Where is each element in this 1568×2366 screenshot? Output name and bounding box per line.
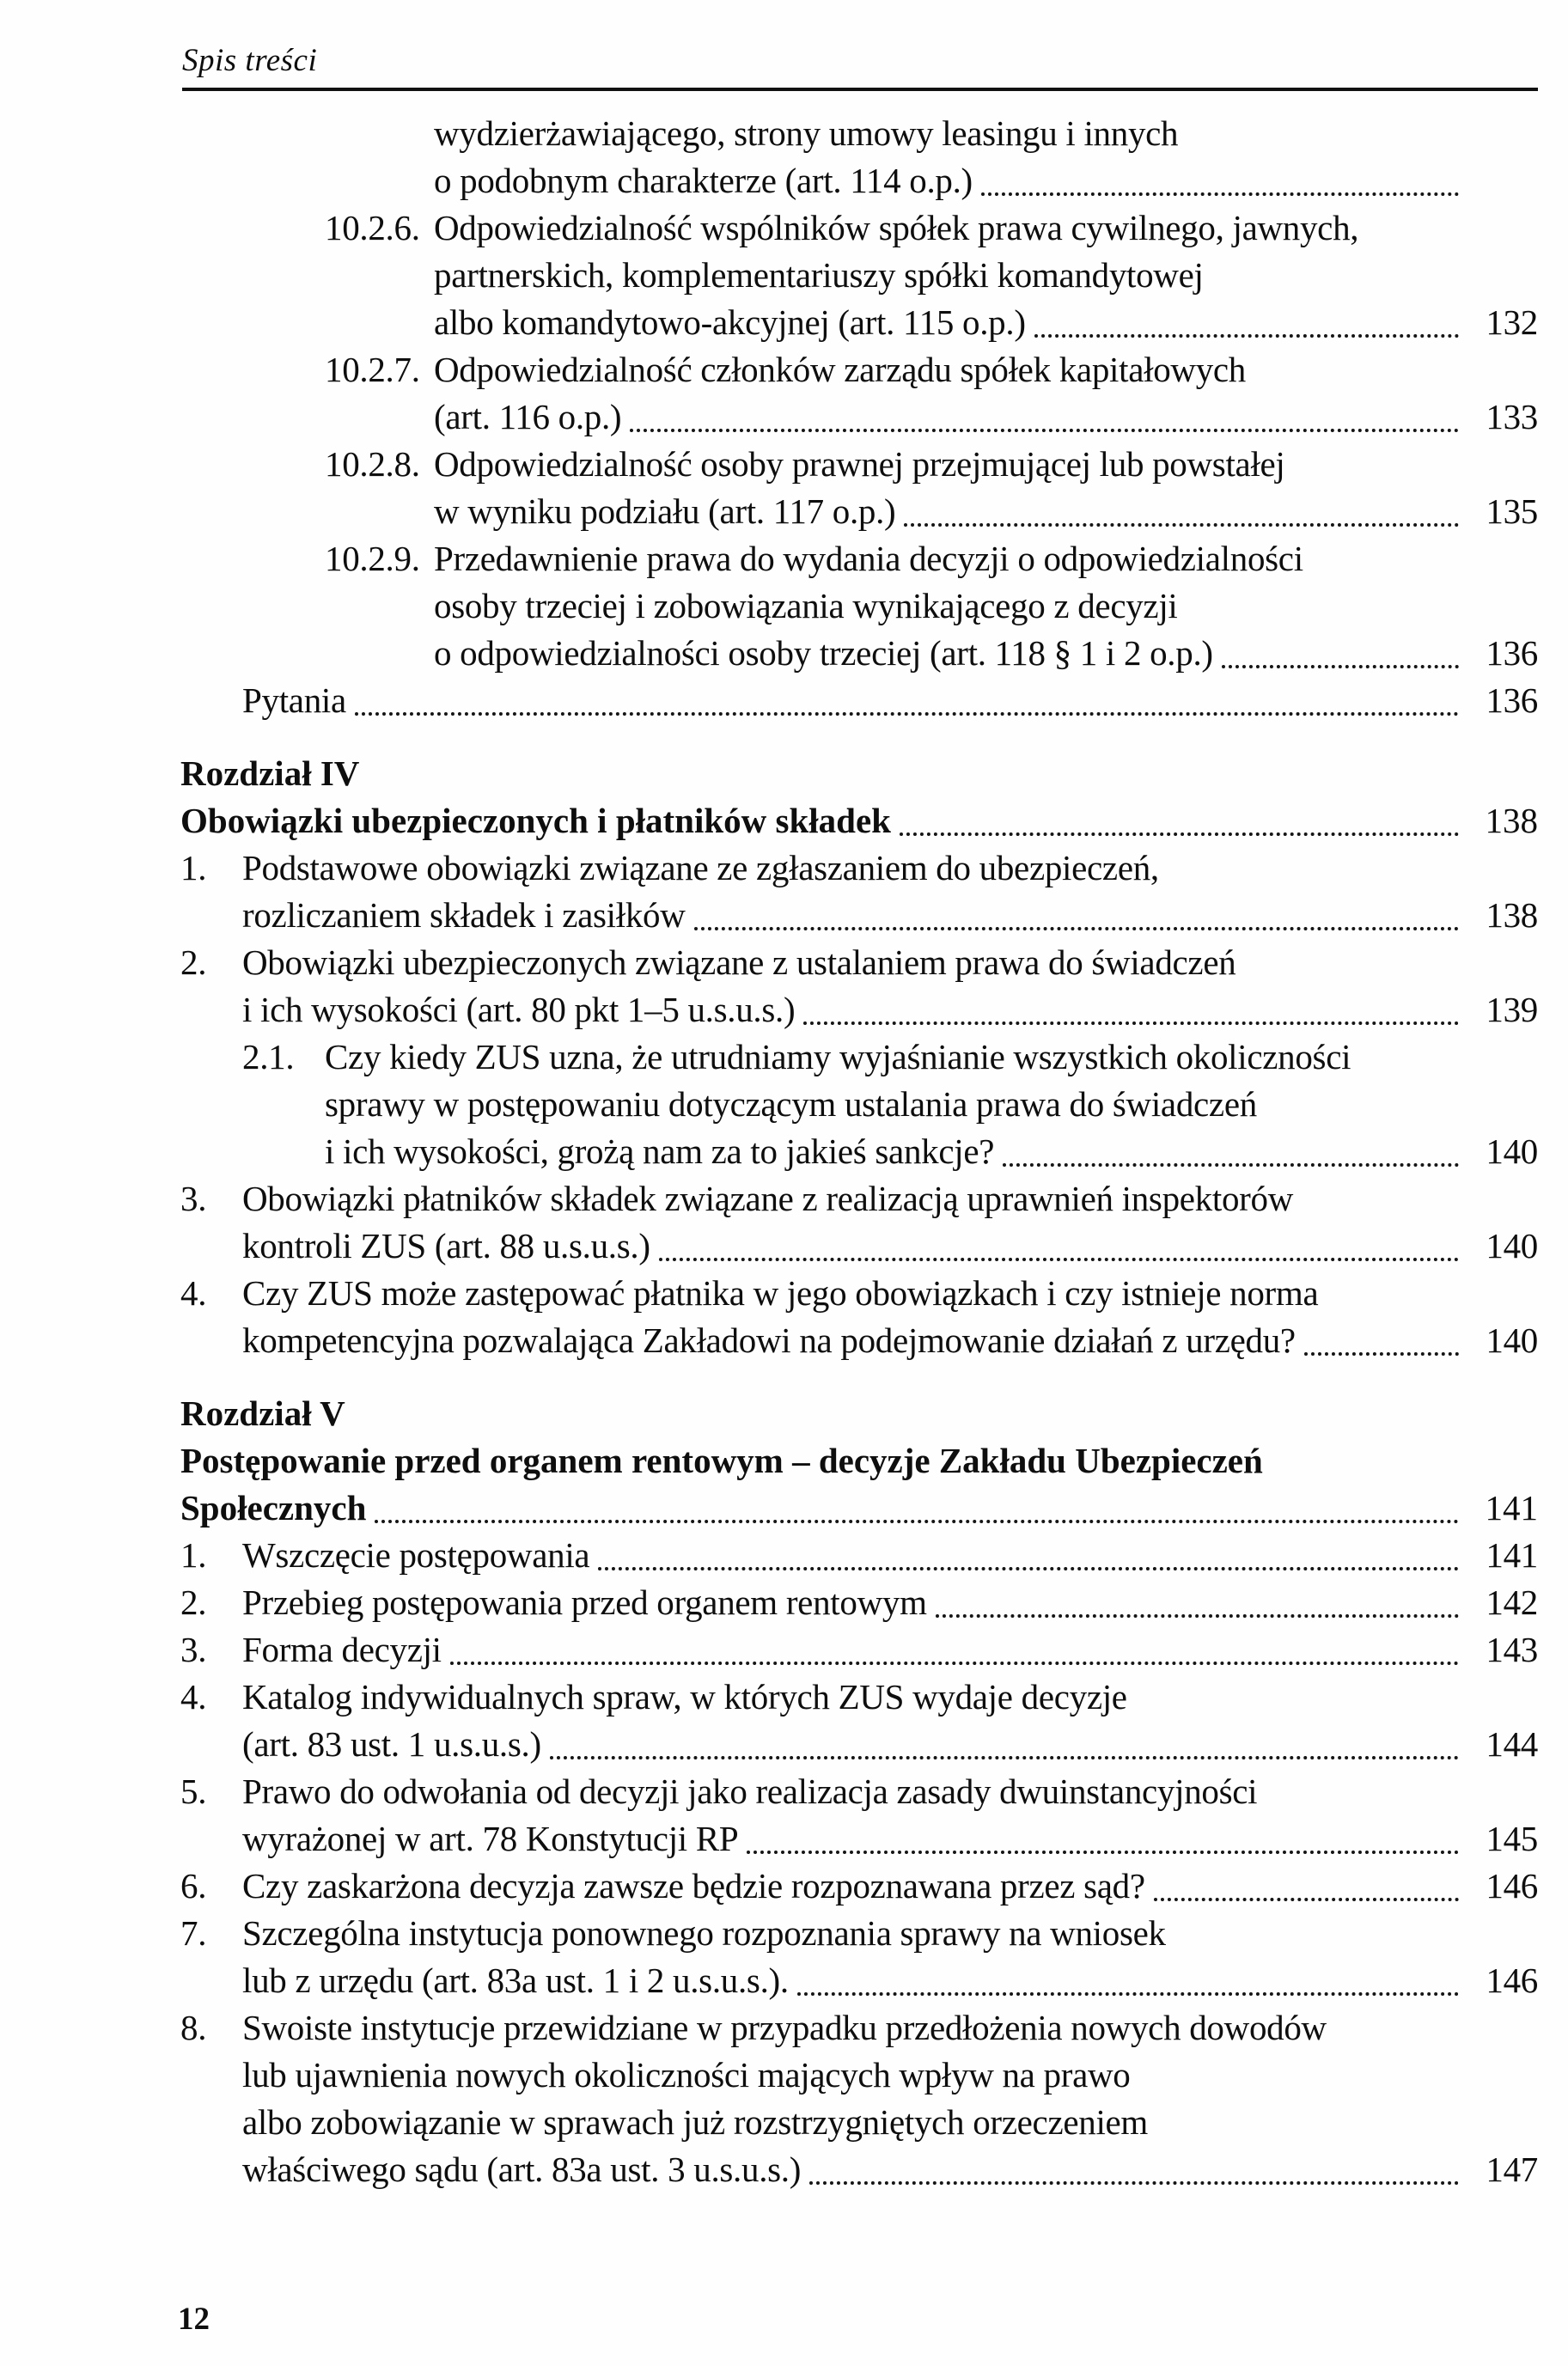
entry-line: Katalog indywidualnych spraw, w których ZUS wydaje decyzje bbox=[242, 1677, 1127, 1717]
dot-leader bbox=[598, 1567, 1459, 1570]
entry-lines bbox=[242, 1674, 1538, 1768]
entry-page-number: 141 bbox=[1486, 1535, 1538, 1575]
dot-leader bbox=[1222, 665, 1459, 668]
dot-leader bbox=[904, 523, 1459, 527]
entry-lines bbox=[242, 1270, 1538, 1364]
entry-lines bbox=[242, 939, 1538, 1034]
toc-entry bbox=[180, 797, 1538, 845]
dot-leader bbox=[550, 1756, 1459, 1759]
entry-line: Przedawnienie prawa do wydania decyzji o odpowiedzialności bbox=[434, 539, 1303, 578]
entry-lines bbox=[180, 1437, 1538, 1532]
entry-leader-line bbox=[242, 1579, 1538, 1626]
entry-lines bbox=[180, 797, 1538, 845]
entry-page-number: 136 bbox=[1486, 633, 1538, 673]
toc-entry bbox=[180, 346, 1538, 441]
entry-number: 10.2.9. bbox=[325, 539, 420, 578]
entry-leader-line bbox=[434, 157, 1538, 204]
toc-entry bbox=[180, 1390, 1538, 1437]
entry-leader-line bbox=[242, 892, 1538, 939]
entry-number: 4. bbox=[180, 1273, 207, 1313]
entry-line: Czy kiedy ZUS uzna, że utrudniamy wyjaśnianie wszystkich okoliczności bbox=[325, 1037, 1351, 1076]
entry-leader-line bbox=[434, 393, 1538, 441]
entry-number: 4. bbox=[180, 1677, 207, 1717]
entry-text: albo komandytowo-akcyjnej (art. 115 o.p.) bbox=[434, 302, 1026, 342]
entry-leader-line bbox=[242, 1863, 1538, 1910]
entry-page-number: 142 bbox=[1486, 1582, 1538, 1622]
dot-leader bbox=[1003, 1163, 1459, 1167]
entry-page-number: 140 bbox=[1486, 1320, 1538, 1360]
toc-entry bbox=[180, 1626, 1538, 1674]
entry-text: (art. 83 ust. 1 u.s.u.s.) bbox=[242, 1724, 541, 1764]
entry-page-number: 141 bbox=[1485, 1488, 1538, 1528]
entry-line: Obowiązki ubezpieczonych związane z ustalaniem prawa do świadczeń bbox=[242, 942, 1236, 982]
entry-text: Obowiązki ubezpieczonych i płatników składek bbox=[180, 801, 891, 840]
toc-entry bbox=[180, 204, 1538, 346]
dot-leader bbox=[659, 1258, 1459, 1261]
entry-leader-line bbox=[242, 1223, 1538, 1270]
dot-leader bbox=[747, 1851, 1459, 1854]
entry-number: 1. bbox=[180, 1535, 207, 1575]
entry-lines bbox=[242, 1863, 1538, 1910]
entry-text: kompetencyjna pozwalająca Zakładowi na podejmowanie działań z urzędu? bbox=[242, 1320, 1296, 1360]
entry-leader-line bbox=[242, 677, 1538, 724]
entry-number: 10.2.6. bbox=[325, 208, 420, 247]
entry-lines bbox=[242, 1175, 1538, 1270]
entry-text: Społecznych bbox=[180, 1488, 367, 1528]
entry-line: osoby trzeciej i zobowiązania wynikającego z decyzji bbox=[434, 586, 1178, 625]
header-rule bbox=[182, 88, 1538, 91]
entry-line: partnerskich, komplementariuszy spółki komandytowej bbox=[434, 255, 1204, 295]
dot-leader bbox=[355, 712, 1459, 716]
entry-text: właściwego sądu (art. 83a ust. 3 u.s.u.s.) bbox=[242, 2150, 802, 2189]
entry-line: Szczególna instytucja ponownego rozpoznania sprawy na wniosek bbox=[242, 1913, 1166, 1953]
entry-line: Rozdział V bbox=[180, 1393, 345, 1433]
entry-lines bbox=[242, 2004, 1538, 2193]
entry-text: w wyniku podziału (art. 117 o.p.) bbox=[434, 491, 896, 531]
dot-leader bbox=[981, 192, 1459, 196]
entry-page-number: 147 bbox=[1486, 2150, 1538, 2189]
toc-entry bbox=[180, 845, 1538, 939]
entry-page-number: 145 bbox=[1486, 1819, 1538, 1858]
entry-text: i ich wysokości, grożą nam za to jakieś sankcje? bbox=[325, 1131, 995, 1171]
entry-text: i ich wysokości (art. 80 pkt 1–5 u.s.u.s.) bbox=[242, 990, 796, 1029]
toc-entry bbox=[180, 1270, 1538, 1364]
entry-page-number: 144 bbox=[1486, 1724, 1538, 1764]
entry-lines bbox=[242, 677, 1538, 724]
entry-line: Postępowanie przed organem rentowym – decyzje Zakładu Ubezpieczeń bbox=[180, 1441, 1263, 1480]
entry-number: 2.1. bbox=[242, 1037, 295, 1076]
entry-page-number: 146 bbox=[1486, 1960, 1538, 2000]
entry-page-number: 140 bbox=[1486, 1226, 1538, 1265]
entry-number: 6. bbox=[180, 1866, 207, 1906]
entry-text: o odpowiedzialności osoby trzeciej (art. 118 § 1 i 2 o.p.) bbox=[434, 633, 1213, 673]
entry-number: 8. bbox=[180, 2008, 207, 2047]
entry-text: Forma decyzji bbox=[242, 1630, 442, 1669]
entry-text: o podobnym charakterze (art. 114 o.p.) bbox=[434, 161, 973, 200]
toc-entry bbox=[180, 1863, 1538, 1910]
toc-entry bbox=[180, 1910, 1538, 2004]
entry-lines bbox=[242, 845, 1538, 939]
entry-lines bbox=[434, 535, 1538, 677]
entry-lines bbox=[180, 1390, 1538, 1437]
entry-number: 10.2.8. bbox=[325, 444, 420, 484]
entry-line: albo zobowiązanie w sprawach już rozstrzygniętych orzeczeniem bbox=[242, 2102, 1149, 2142]
entry-text: wyrażonej w art. 78 Konstytucji RP bbox=[242, 1819, 739, 1858]
entry-lines bbox=[434, 110, 1538, 204]
toc-entry bbox=[180, 1674, 1538, 1768]
entry-page-number: 136 bbox=[1486, 680, 1538, 720]
entry-leader-line bbox=[242, 1721, 1538, 1768]
toc-list bbox=[180, 110, 1538, 2193]
entry-text: Czy zaskarżona decyzja zawsze będzie rozpoznawana przez sąd? bbox=[242, 1866, 1145, 1906]
running-header: Spis treści bbox=[182, 43, 318, 78]
entry-line: Odpowiedzialność członków zarządu spółek kapitałowych bbox=[434, 350, 1246, 389]
entry-text: Przebieg postępowania przed organem rentowym bbox=[242, 1582, 927, 1622]
toc-entry bbox=[180, 535, 1538, 677]
dot-leader bbox=[797, 1992, 1459, 1996]
entry-lines bbox=[242, 1579, 1538, 1626]
entry-text: rozliczaniem składek i zasiłków bbox=[242, 895, 686, 935]
toc-entry bbox=[180, 939, 1538, 1034]
entry-leader-line bbox=[434, 630, 1538, 677]
entry-lines bbox=[242, 1626, 1538, 1674]
entry-line: Obowiązki płatników składek związane z realizacją uprawnień inspektorów bbox=[242, 1179, 1294, 1218]
dot-leader bbox=[450, 1662, 1459, 1665]
page-number: 12 bbox=[178, 2302, 210, 2337]
entry-line: Swoiste instytucje przewidziane w przypadku przedłożenia nowych dowodów bbox=[242, 2008, 1327, 2047]
dot-leader bbox=[694, 927, 1459, 930]
entry-number: 2. bbox=[180, 1582, 207, 1622]
entry-number: 10.2.7. bbox=[325, 350, 420, 389]
entry-line: Rozdział IV bbox=[180, 753, 360, 793]
dot-leader bbox=[630, 429, 1459, 432]
toc-entry bbox=[180, 1175, 1538, 1270]
entry-line: sprawy w postępowaniu dotyczącym ustalania prawa do świadczeń bbox=[325, 1084, 1257, 1124]
entry-page-number: 133 bbox=[1486, 397, 1538, 436]
entry-leader-line bbox=[242, 1815, 1538, 1863]
entry-lines bbox=[325, 1034, 1538, 1175]
entry-page-number: 140 bbox=[1486, 1131, 1538, 1171]
dot-leader bbox=[1304, 1352, 1459, 1356]
toc-entry bbox=[180, 2004, 1538, 2193]
toc-entry bbox=[180, 441, 1538, 535]
dot-leader bbox=[1154, 1898, 1459, 1901]
entry-line: Czy ZUS może zastępować płatnika w jego obowiązkach i czy istnieje norma bbox=[242, 1273, 1319, 1313]
entry-page-number: 139 bbox=[1486, 990, 1538, 1029]
entry-text: kontroli ZUS (art. 88 u.s.u.s.) bbox=[242, 1226, 650, 1265]
entry-page-number: 138 bbox=[1485, 801, 1538, 840]
toc-entry bbox=[180, 750, 1538, 797]
entry-page-number: 143 bbox=[1486, 1630, 1538, 1669]
entry-leader-line bbox=[242, 1626, 1538, 1674]
dot-leader bbox=[1034, 334, 1459, 338]
toc-entry bbox=[180, 677, 1538, 724]
dot-leader bbox=[809, 2181, 1459, 2185]
entry-lines bbox=[180, 750, 1538, 797]
entry-leader-line bbox=[242, 1317, 1538, 1364]
entry-number: 3. bbox=[180, 1179, 207, 1218]
entry-leader-line bbox=[434, 488, 1538, 535]
entry-text: (art. 116 o.p.) bbox=[434, 397, 622, 436]
entry-line: Odpowiedzialność osoby prawnej przejmującej lub powstałej bbox=[434, 444, 1285, 484]
entry-number: 1. bbox=[180, 848, 207, 887]
toc-entry bbox=[180, 1532, 1538, 1579]
entry-leader-line bbox=[242, 2146, 1538, 2193]
entry-lines bbox=[434, 204, 1538, 346]
entry-number: 7. bbox=[180, 1913, 207, 1953]
entry-line: Podstawowe obowiązki związane ze zgłaszaniem do ubezpieczeń, bbox=[242, 848, 1159, 887]
entry-lines bbox=[434, 441, 1538, 535]
toc-entry bbox=[180, 1437, 1538, 1532]
entry-text: Wszczęcie postępowania bbox=[242, 1535, 590, 1575]
entry-line: Prawo do odwołania od decyzji jako realizacja zasady dwuinstancyjności bbox=[242, 1771, 1258, 1811]
entry-page-number: 146 bbox=[1486, 1866, 1538, 1906]
entry-leader-line bbox=[242, 1957, 1538, 2004]
toc-entry bbox=[180, 1034, 1538, 1175]
entry-text: lub z urzędu (art. 83a ust. 1 i 2 u.s.u.s.). bbox=[242, 1960, 789, 2000]
toc-entry bbox=[180, 110, 1538, 204]
dot-leader bbox=[803, 1021, 1459, 1025]
entry-page-number: 138 bbox=[1486, 895, 1538, 935]
entry-leader-line bbox=[180, 1485, 1538, 1532]
dot-leader bbox=[900, 832, 1459, 836]
entry-line: Odpowiedzialność wspólników spółek prawa cywilnego, jawnych, bbox=[434, 208, 1359, 247]
entry-text: Pytania bbox=[242, 680, 346, 720]
entry-line: lub ujawnienia nowych okoliczności mających wpływ na prawo bbox=[242, 2055, 1131, 2095]
entry-lines bbox=[242, 1910, 1538, 2004]
dot-leader bbox=[375, 1520, 1459, 1523]
entry-page-number: 132 bbox=[1486, 302, 1538, 342]
dot-leader bbox=[936, 1614, 1459, 1618]
entry-number: 2. bbox=[180, 942, 207, 982]
entry-number: 5. bbox=[180, 1771, 207, 1811]
toc-entry bbox=[180, 1579, 1538, 1626]
entry-page-number: 135 bbox=[1486, 491, 1538, 531]
entry-number: 3. bbox=[180, 1630, 207, 1669]
entry-leader-line bbox=[180, 797, 1538, 845]
entry-lines bbox=[434, 346, 1538, 441]
entry-lines bbox=[242, 1532, 1538, 1579]
entry-leader-line bbox=[242, 1532, 1538, 1579]
entry-lines bbox=[242, 1768, 1538, 1863]
toc-entry bbox=[180, 1768, 1538, 1863]
entry-leader-line bbox=[325, 1128, 1538, 1175]
entry-line: wydzierżawiającego, strony umowy leasingu i innych bbox=[434, 113, 1179, 153]
entry-leader-line bbox=[242, 986, 1538, 1034]
entry-leader-line bbox=[434, 299, 1538, 346]
